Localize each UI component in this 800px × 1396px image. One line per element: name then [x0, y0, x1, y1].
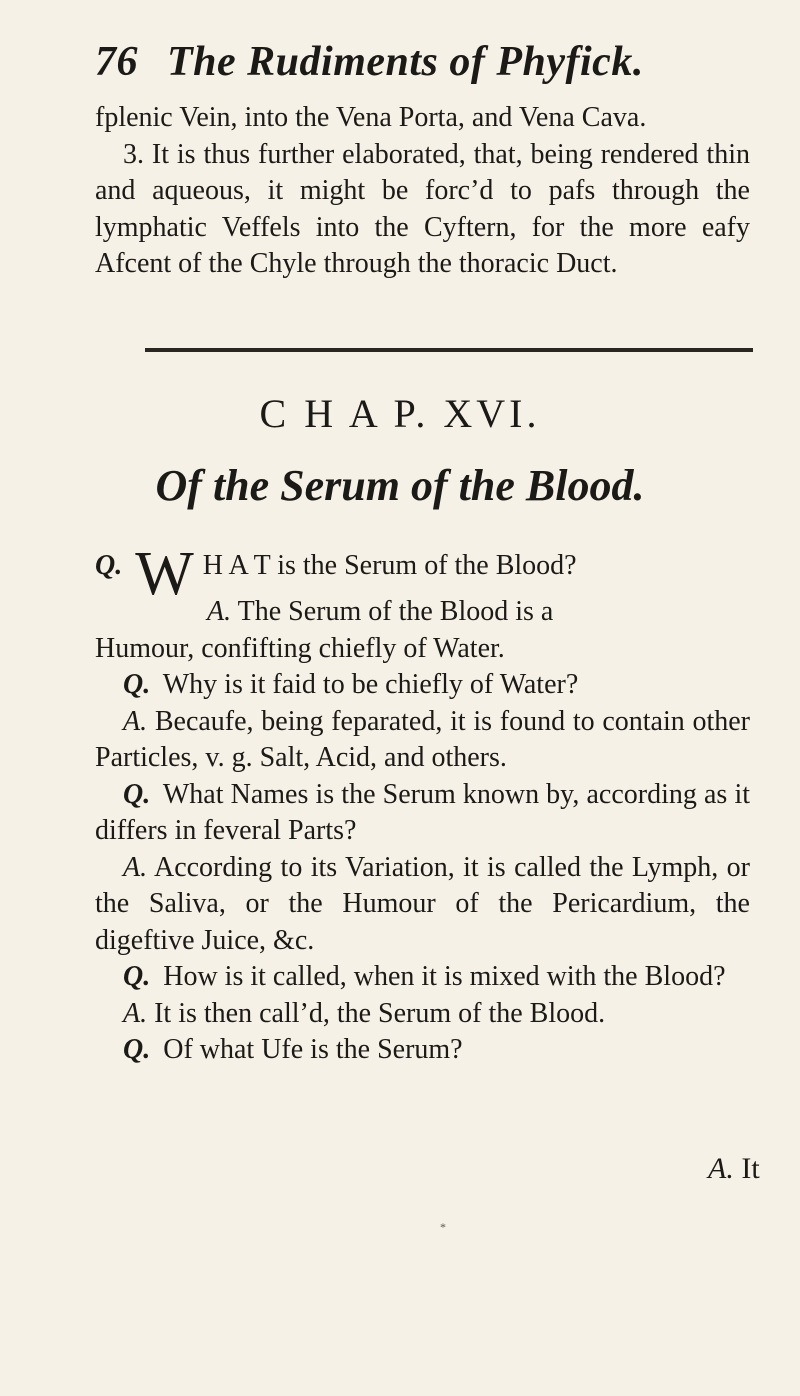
qa-answer	[95, 996, 750, 1033]
qa-answer	[95, 704, 750, 777]
qa-first-question	[95, 540, 750, 608]
qa-question	[95, 667, 750, 704]
qa-question	[95, 1032, 750, 1069]
continuation-paragraph: fplenic Vein, into the Vena Porta, and Vena Cava.	[95, 102, 647, 133]
qa-question	[95, 959, 750, 996]
section-divider-rule	[145, 348, 753, 352]
answer-text: Becaufe, being feparated, it is found to contain other Particles, v. g. Salt, Acid, and others.	[95, 705, 751, 773]
answer-marker: A.	[123, 997, 148, 1029]
question-marker: Q.	[123, 961, 151, 992]
answer-marker: A.	[207, 596, 232, 627]
question-marker: Q.	[123, 669, 151, 700]
chapter-subtitle: Of the Serum of the Blood.	[155, 461, 645, 510]
drop-capital: W	[135, 540, 192, 608]
signature-mark: *	[440, 1220, 446, 1234]
page-number: 76	[95, 39, 138, 85]
paragraph-item-3: 3. It is thus further elaborated, that, being rendered thin and aqueous, it might be forc’d to pafs through the lymphatic Veffels into the Cyftern, for the more eafy Afcent of the Chyle through the thoracic Duct.	[95, 138, 750, 279]
question-text: Of what Ufe is the Serum?	[163, 1034, 463, 1065]
running-head	[95, 38, 644, 86]
answer-marker: A.	[123, 851, 148, 883]
running-title: The Rudiments of Phyfick.	[167, 39, 644, 85]
top-paragraphs	[95, 100, 750, 283]
catchword-marker: A.	[708, 1152, 734, 1185]
question-marker: Q.	[123, 1034, 151, 1065]
answer-text: The Serum of the Blood is a	[237, 596, 554, 627]
answer-continued: Humour, confifting chiefly of Water.	[95, 632, 505, 664]
answer-text: It is then call’d, the Serum of the Blood.	[154, 997, 606, 1029]
catchword-text: It	[741, 1152, 760, 1185]
answer-text: According to its Variation, it is called the Lymph, or the Saliva, or the Humour of the Pericardium, the digeftive Juice, &c.	[95, 851, 750, 956]
question-text: How is it called, when it is mixed with the Blood?	[163, 961, 726, 992]
answer-marker: A.	[123, 705, 148, 737]
question-answer-section	[95, 540, 751, 1069]
question-marker: Q.	[95, 550, 123, 581]
qa-question	[95, 777, 750, 850]
question-marker: Q.	[123, 778, 151, 810]
question-text: Why is it faid to be chiefly of Water?	[162, 669, 579, 700]
qa-answer	[95, 850, 750, 960]
answer-first-line	[95, 594, 750, 631]
question-text: H A T is the Serum of the Blood?	[202, 550, 577, 581]
question-text: What Names is the Serum known by, according as it differs in feveral Parts?	[95, 778, 751, 846]
catchword	[708, 1152, 760, 1186]
chapter-heading: C H A P. XVI.	[259, 391, 541, 436]
